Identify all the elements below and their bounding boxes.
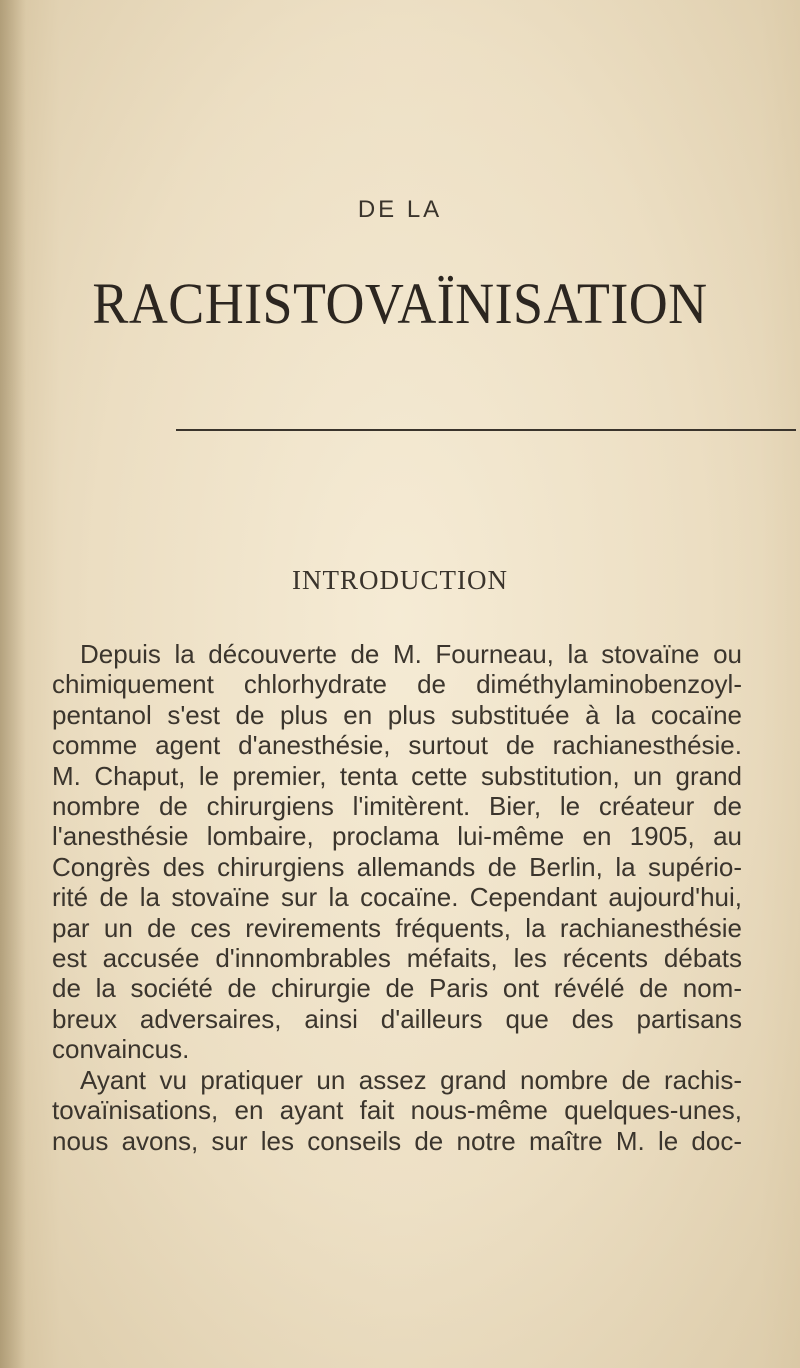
text-line: M. Chaput, le premier, tenta cette substitution, un grand: [52, 760, 742, 791]
text-line: pentanol s'est de plus en plus substituée à la cocaïne: [52, 699, 742, 730]
text-line: rité de la stovaïne sur la cocaïne. Cependant aujourd'hui,: [52, 882, 742, 913]
text-line: nous avons, sur les conseils de notre maître M. le doc-: [52, 1125, 742, 1156]
title-prefix: DE LA: [357, 196, 443, 223]
text-line: de la société de chirurgie de Paris ont révélé de nom-: [52, 973, 742, 1004]
page-title: RACHISTOVAÏNISATION: [92, 271, 708, 336]
body-text: [52, 639, 742, 1156]
text-line: tovaïnisations, en ayant fait nous-même quelques-unes,: [52, 1095, 742, 1126]
text-line: est accusée d'innombrables méfaits, les récents débats: [52, 943, 742, 974]
text-line: nombre de chirurgiens l'imitèrent. Bier, le créateur de: [52, 791, 742, 822]
text-line: Ayant vu pratiquer un assez grand nombre de rachis-: [80, 1064, 742, 1095]
text-line: chimiquement chlorhydrate de diméthylaminobenzoyl-: [52, 669, 742, 700]
text-line: breux adversaires, ainsi d'ailleurs que des partisans: [52, 1003, 742, 1034]
text-line: Congrès des chirurgiens allemands de Berlin, la supério-: [52, 851, 742, 882]
section-heading: INTRODUCTION: [292, 565, 508, 595]
text-line: par un de ces revirements fréquents, la rachianesthésie: [52, 912, 742, 943]
text-line: convaincus.: [52, 1034, 190, 1065]
text-line: comme agent d'anesthésie, surtout de rachianesthésie.: [52, 730, 742, 761]
text-line: l'anesthésie lombaire, proclama lui-même en 1905, au: [52, 821, 742, 852]
text-line: Depuis la découverte de M. Fourneau, la stovaïne ou: [80, 639, 742, 669]
title-divider: [176, 429, 796, 431]
